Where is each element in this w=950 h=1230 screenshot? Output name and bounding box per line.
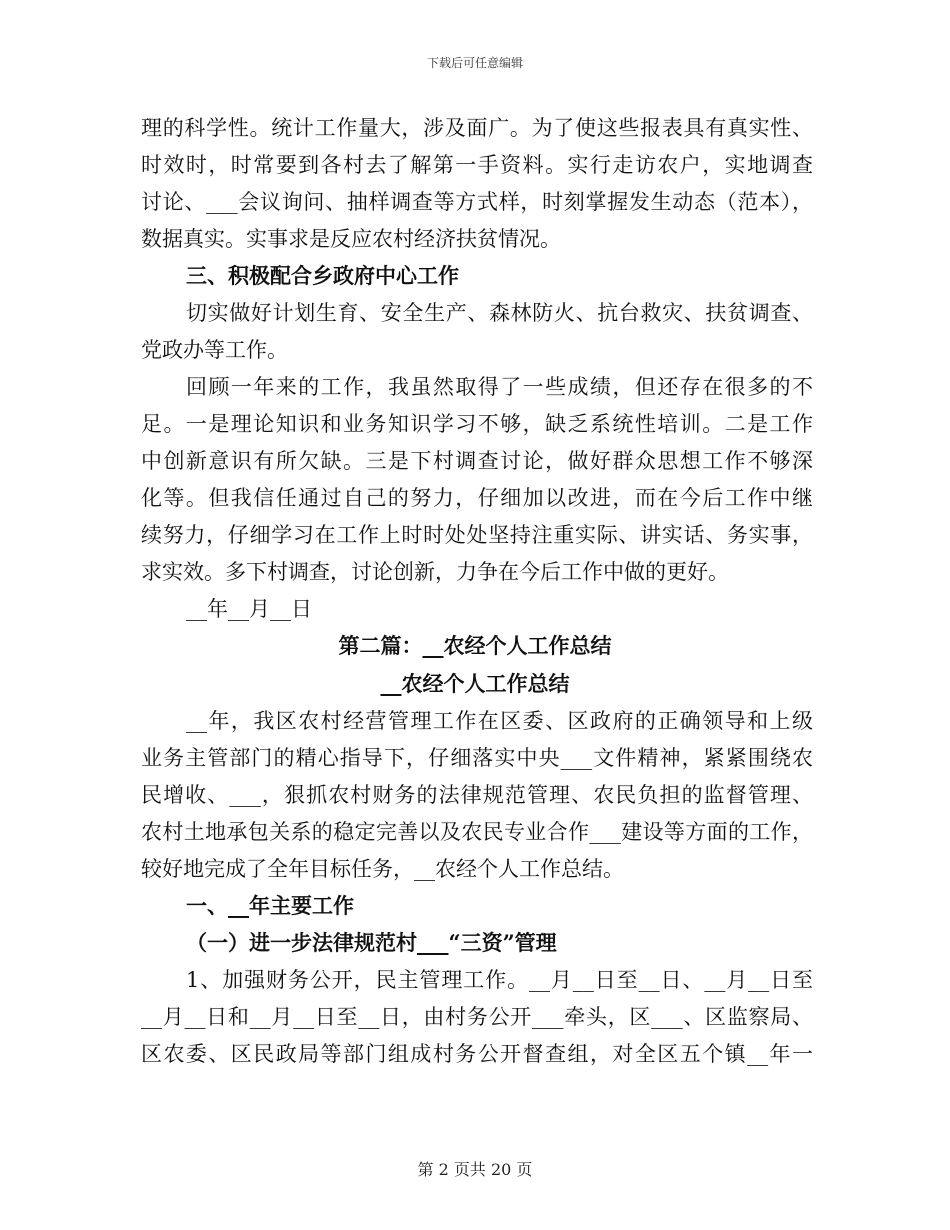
body-line: 时效时，时常要到各村去了解第一手资料。实行走访农户，实地调查 [141,153,813,177]
body-line: 续努力，仔细学习在工作上时时处处坚持注重实际、讲实话、务实事， [141,523,813,547]
body-line: 1、加强财务公开，民主管理工作。__月__日至__日、__月__日至 [186,968,813,992]
body-line: 数据真实。实事求是反应农村经济扶贫情况。 [141,227,561,251]
body-line: 区农委、区民政局等部门组成村务公开督查组，对全区五个镇__年一 [141,1042,813,1066]
body-line: 业务主管部门的精心指导下，仔细落实中央___文件精神，紧紧围绕农 [141,746,813,770]
date-line: __年__月__日 [186,597,312,621]
page-footer: 第 2 页共 20 页 [417,1160,533,1179]
body-line: 足。一是理论知识和业务知识学习不够，缺乏系统性培训。二是工作 [141,412,813,436]
body-line: 农村土地承包关系的稳定完善以及农民专业合作___建设等方面的工作， [141,820,813,844]
body-line: 讨论、___会议询问、抽样调查等方式样，时刻掌握发生动态（范本）， [141,190,813,214]
body-line: 党政办等工作。 [141,338,288,362]
chapter-subtitle: __农经个人工作总结 [380,671,570,696]
body-line: 切实做好计划生育、安全生产、森林防火、抗台救灾、扶贫调查、 [186,301,813,325]
body-line: __年，我区农村经营管理工作在区委、区政府的正确领导和上级 [186,709,813,733]
body-line: 民增收、___，狠抓农村财务的法律规范管理、农民负担的监督管理、 [141,783,813,807]
body-line: 化等。但我信任通过自己的努力，仔细加以改进，而在今后工作中继 [141,486,813,510]
subsection-heading: （一）进一步法律规范村___“三资”管理 [186,930,557,955]
section-heading: 三、积极配合乡政府中心工作 [186,263,459,288]
body-line: 求实效。多下村调查，讨论创新，力争在今后工作中做的更好。 [141,560,729,584]
page-header: 下载后可任意编辑 [426,56,523,70]
section-heading: 一、__年主要工作 [186,893,354,918]
body-line: 回顾一年来的工作，我虽然取得了一些成绩，但还存在很多的不 [186,375,813,399]
body-line: 中创新意识有所欠缺。三是下村调查讨论，做好群众思想工作不够深 [141,449,813,473]
body-line: 理的科学性。统计工作量大，涉及面广。为了使这些报表具有真实性、 [141,116,813,140]
body-line: 较好地完成了全年目标任务，__农经个人工作总结。 [141,857,624,881]
body-line: __月__日和__月__日至__日，由村务公开___牵头，区___、区监察局、 [141,1005,813,1029]
chapter-title: 第二篇：__农经个人工作总结 [338,633,612,658]
